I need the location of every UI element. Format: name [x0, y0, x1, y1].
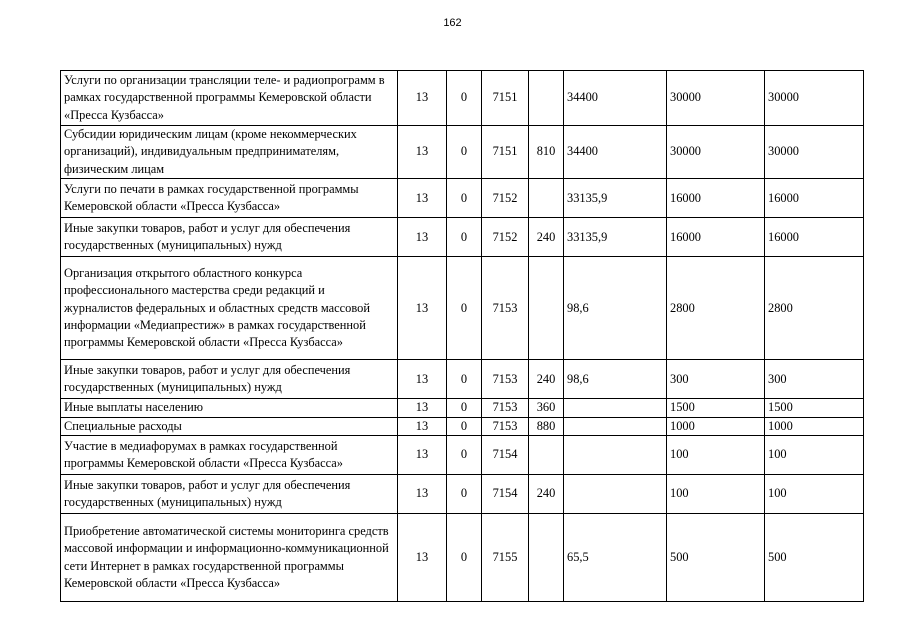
- amount-year-2: 30000: [667, 71, 765, 126]
- amount-year-3: 500: [765, 514, 864, 602]
- table-row: [61, 417, 864, 435]
- subsection-code: 0: [447, 417, 482, 435]
- subsection-code: 0: [447, 436, 482, 475]
- section-code: 13: [398, 126, 447, 179]
- subsection-code: 0: [447, 179, 482, 218]
- amount-year-1: 33135,9: [564, 179, 667, 218]
- section-code: 13: [398, 360, 447, 399]
- expense-type-code: 240: [529, 218, 564, 257]
- target-article-code: 7154: [482, 475, 529, 514]
- section-code: 13: [398, 436, 447, 475]
- row-description: Организация открытого областного конкурса профессионального мастерства среди редакций и журналистов федеральных и областных средств массовой информации «Медиапрестиж» в рамках государственной программы Кемеровской области «Пресса Кузбасса»: [61, 257, 398, 360]
- table-row: [61, 436, 864, 475]
- expense-type-code: 810: [529, 126, 564, 179]
- subsection-code: 0: [447, 360, 482, 399]
- amount-year-3: 16000: [765, 218, 864, 257]
- amount-year-1: 98,6: [564, 257, 667, 360]
- amount-year-3: 100: [765, 475, 864, 514]
- amount-year-2: 300: [667, 360, 765, 399]
- amount-year-3: 300: [765, 360, 864, 399]
- row-description: Услуги по организации трансляции теле- и радиопрограмм в рамках государственной программы Кемеровской области «Пресса Кузбасса»: [61, 71, 398, 126]
- table-row: [61, 71, 864, 126]
- subsection-code: 0: [447, 475, 482, 514]
- expense-type-code: 240: [529, 360, 564, 399]
- table-row: [61, 475, 864, 514]
- expense-type-code: 880: [529, 417, 564, 435]
- amount-year-1: 65,5: [564, 514, 667, 602]
- row-description: Услуги по печати в рамках государственной программы Кемеровской области «Пресса Кузбасса»: [61, 179, 398, 218]
- target-article-code: 7155: [482, 514, 529, 602]
- table-row: [61, 257, 864, 360]
- amount-year-3: 16000: [765, 179, 864, 218]
- row-description: Иные закупки товаров, работ и услуг для обеспечения государственных (муниципальных) нужд: [61, 475, 398, 514]
- section-code: 13: [398, 514, 447, 602]
- row-description: Приобретение автоматической системы мониторинга средств массовой информации и информационно-коммуникационной сети Интернет в рамках государственной программы Кемеровской области «Пресса Кузбасса»: [61, 514, 398, 602]
- target-article-code: 7153: [482, 417, 529, 435]
- amount-year-3: 1500: [765, 399, 864, 417]
- amount-year-2: 100: [667, 436, 765, 475]
- subsection-code: 0: [447, 71, 482, 126]
- subsection-code: 0: [447, 218, 482, 257]
- target-article-code: 7151: [482, 126, 529, 179]
- expense-type-code: [529, 257, 564, 360]
- section-code: 13: [398, 475, 447, 514]
- amount-year-2: 30000: [667, 126, 765, 179]
- section-code: 13: [398, 71, 447, 126]
- target-article-code: 7151: [482, 71, 529, 126]
- amount-year-1: [564, 417, 667, 435]
- subsection-code: 0: [447, 257, 482, 360]
- amount-year-3: 2800: [765, 257, 864, 360]
- amount-year-2: 2800: [667, 257, 765, 360]
- amount-year-3: 100: [765, 436, 864, 475]
- expense-type-code: [529, 436, 564, 475]
- table-row: [61, 360, 864, 399]
- target-article-code: 7153: [482, 360, 529, 399]
- table-row: [61, 218, 864, 257]
- subsection-code: 0: [447, 399, 482, 417]
- amount-year-3: 30000: [765, 71, 864, 126]
- amount-year-2: 100: [667, 475, 765, 514]
- table-row: [61, 399, 864, 417]
- expense-type-code: [529, 71, 564, 126]
- table-row: [61, 514, 864, 602]
- expense-type-code: 360: [529, 399, 564, 417]
- budget-table: [60, 70, 864, 602]
- target-article-code: 7153: [482, 399, 529, 417]
- page-number: 162: [443, 17, 462, 29]
- amount-year-1: 34400: [564, 71, 667, 126]
- target-article-code: 7153: [482, 257, 529, 360]
- section-code: 13: [398, 417, 447, 435]
- row-description: Иные выплаты населению: [61, 399, 398, 417]
- target-article-code: 7152: [482, 218, 529, 257]
- amount-year-1: 34400: [564, 126, 667, 179]
- section-code: 13: [398, 257, 447, 360]
- amount-year-2: 1000: [667, 417, 765, 435]
- amount-year-1: [564, 436, 667, 475]
- table-row: [61, 126, 864, 179]
- row-description: Иные закупки товаров, работ и услуг для обеспечения государственных (муниципальных) нужд: [61, 218, 398, 257]
- expense-type-code: 240: [529, 475, 564, 514]
- amount-year-3: 30000: [765, 126, 864, 179]
- amount-year-1: 98,6: [564, 360, 667, 399]
- amount-year-2: 16000: [667, 218, 765, 257]
- section-code: 13: [398, 399, 447, 417]
- amount-year-2: 16000: [667, 179, 765, 218]
- subsection-code: 0: [447, 514, 482, 602]
- amount-year-2: 500: [667, 514, 765, 602]
- row-description: Иные закупки товаров, работ и услуг для обеспечения государственных (муниципальных) нужд: [61, 360, 398, 399]
- amount-year-1: 33135,9: [564, 218, 667, 257]
- row-description: Участие в медиафорумах в рамках государственной программы Кемеровской области «Пресса Кузбасса»: [61, 436, 398, 475]
- section-code: 13: [398, 179, 447, 218]
- row-description: Специальные расходы: [61, 417, 398, 435]
- expense-type-code: [529, 179, 564, 218]
- target-article-code: 7152: [482, 179, 529, 218]
- row-description: Субсидии юридическим лицам (кроме некоммерческих организаций), индивидуальным предпринимателям, физическим лицам: [61, 126, 398, 179]
- amount-year-1: [564, 475, 667, 514]
- amount-year-1: [564, 399, 667, 417]
- expense-type-code: [529, 514, 564, 602]
- amount-year-2: 1500: [667, 399, 765, 417]
- target-article-code: 7154: [482, 436, 529, 475]
- section-code: 13: [398, 218, 447, 257]
- table-row: [61, 179, 864, 218]
- amount-year-3: 1000: [765, 417, 864, 435]
- subsection-code: 0: [447, 126, 482, 179]
